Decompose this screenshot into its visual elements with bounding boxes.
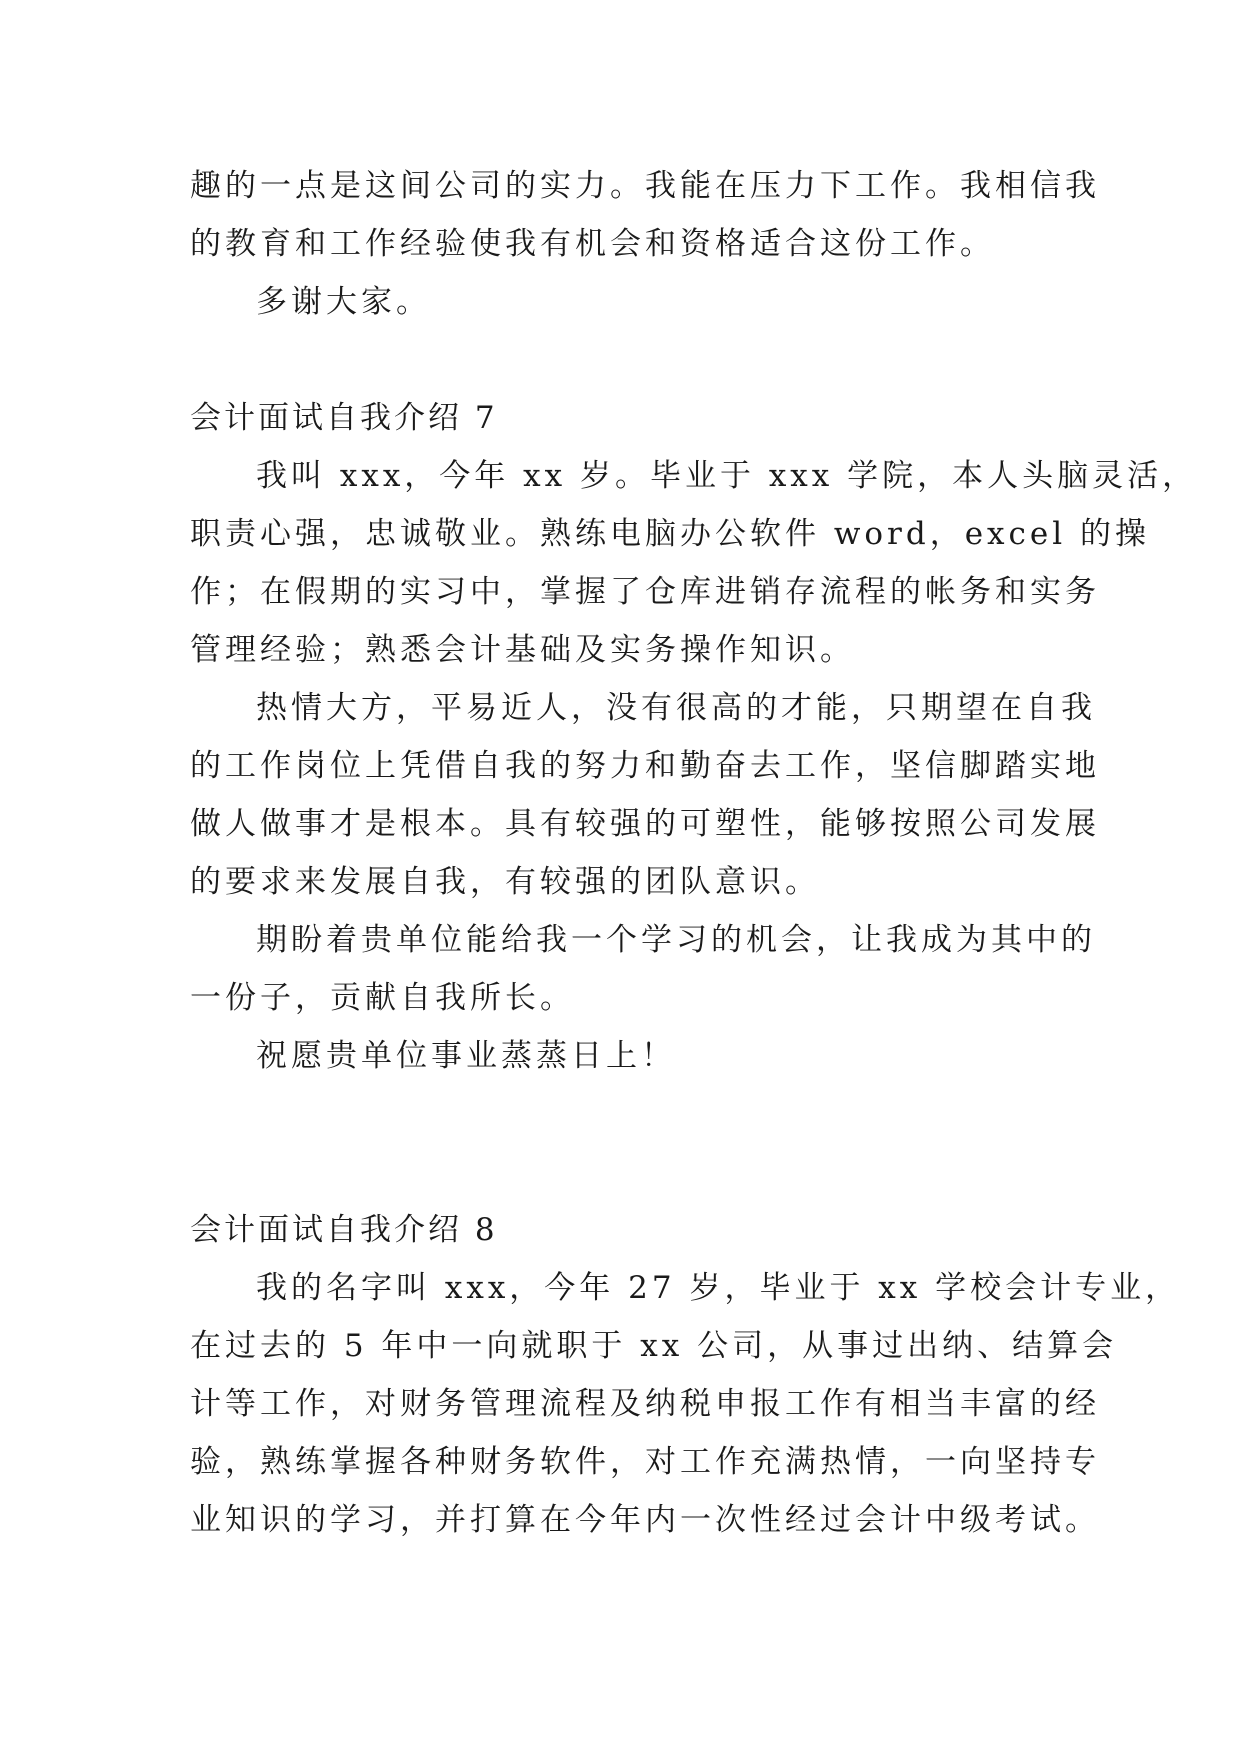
paragraph-line: 计等工作，对财务管理流程及纳税申报工作有相当丰富的经	[190, 1386, 1100, 1422]
paragraph-line: 的教育和工作经验使我有机会和资格适合这份工作。	[190, 226, 995, 262]
paragraph-line: 业知识的学习，并打算在今年内一次性经过会计中级考试。	[190, 1502, 1100, 1538]
section-heading-8: 会计面试自我介绍 8	[190, 1212, 498, 1248]
paragraph-line: 一份子，贡献自我所长。	[190, 980, 575, 1016]
paragraph-line: 的工作岗位上凭借自我的努力和勤奋去工作，坚信脚踏实地	[190, 748, 1100, 784]
paragraph-line: 在过去的 5 年中一向就职于 xx 公司，从事过出纳、结算会	[190, 1328, 1118, 1364]
paragraph-line: 我叫 xxx，今年 xx 岁。毕业于 xxx 学院，本人头脑灵活，	[256, 458, 1198, 494]
paragraph-line: 期盼着贵单位能给我一个学习的机会，让我成为其中的	[256, 922, 1096, 958]
paragraph-line: 的要求来发展自我，有较强的团队意识。	[190, 864, 820, 900]
paragraph-line: 管理经验；熟悉会计基础及实务操作知识。	[190, 632, 855, 668]
paragraph-line: 多谢大家。	[256, 284, 431, 320]
paragraph-line: 祝愿贵单位事业蒸蒸日上！	[256, 1038, 676, 1074]
paragraph-line: 作；在假期的实习中，掌握了仓库进销存流程的帐务和实务	[190, 574, 1100, 610]
paragraph-line: 热情大方，平易近人，没有很高的才能，只期望在自我	[256, 690, 1096, 726]
paragraph-line: 趣的一点是这间公司的实力。我能在压力下工作。我相信我	[190, 168, 1100, 204]
paragraph-line: 做人做事才是根本。具有较强的可塑性，能够按照公司发展	[190, 806, 1100, 842]
paragraph-line: 职责心强，忠诚敬业。熟练电脑办公软件 word，excel 的操	[190, 516, 1151, 552]
paragraph-line: 我的名字叫 xxx，今年 27 岁，毕业于 xx 学校会计专业，	[256, 1270, 1181, 1306]
section-heading-7: 会计面试自我介绍 7	[190, 400, 498, 436]
paragraph-line: 验，熟练掌握各种财务软件，对工作充满热情，一向坚持专	[190, 1444, 1100, 1480]
